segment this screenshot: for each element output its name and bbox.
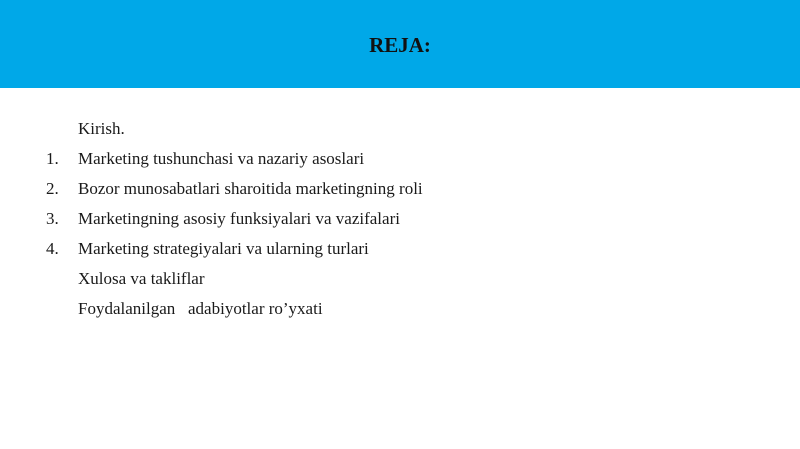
item-text: Kirish. — [78, 119, 125, 138]
item-text: Bozor munosabatlari sharoitida marketingning roli — [78, 179, 423, 198]
item-number: 1. — [46, 149, 59, 168]
list-item — [0, 146, 800, 176]
item-number: 2. — [46, 179, 59, 198]
list-item — [0, 296, 800, 326]
slide-title: REJA: — [369, 33, 431, 57]
item-text: Marketing tushunchasi va nazariy asoslari — [78, 149, 365, 168]
header-banner — [0, 0, 800, 88]
item-text: Marketingning asosiy funksiyalari va vazifalari — [78, 209, 400, 228]
outline-list — [0, 116, 800, 326]
list-item — [0, 266, 800, 296]
item-number: 3. — [46, 209, 59, 228]
list-item — [0, 206, 800, 236]
list-item — [0, 116, 800, 146]
item-number: 4. — [46, 239, 59, 258]
list-item — [0, 236, 800, 266]
item-text: Foydalanilgan adabiyotlar ro’yxati — [78, 299, 323, 318]
item-text: Marketing strategiyalari va ularning turlari — [78, 239, 369, 258]
list-item — [0, 176, 800, 206]
item-text: Xulosa va takliflar — [78, 269, 205, 288]
